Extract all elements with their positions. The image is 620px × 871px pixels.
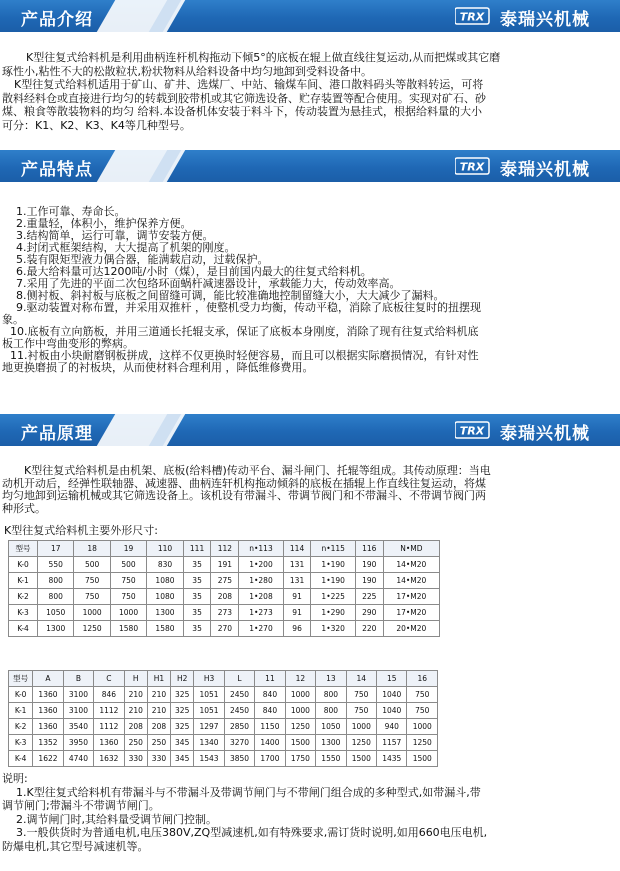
svg-text:TRX: TRX [459, 10, 485, 24]
section-banner-intro [0, 0, 620, 32]
table-cell: 1000 [110, 605, 146, 621]
table-cell: 750 [346, 687, 376, 703]
table-cell: 1050 [38, 605, 74, 621]
table-cell: 273 [211, 605, 239, 621]
table-cell: 190 [355, 557, 383, 573]
table-cell: 325 [171, 687, 194, 703]
table-cell: 250 [147, 735, 170, 751]
table-cell: 225 [355, 589, 383, 605]
table-cell: 1080 [147, 573, 183, 589]
company-name: 泰瑞兴机械 [500, 10, 590, 30]
table-cell: 750 [74, 589, 110, 605]
table-cell: 750 [407, 687, 438, 703]
table-header-cell: 18 [74, 541, 110, 557]
table-cell: 1360 [33, 703, 63, 719]
feature-item: 板工作中弯曲变形的弊病。 [2, 337, 134, 350]
table-cell: 1•225 [311, 589, 355, 605]
table-cell: 35 [183, 573, 211, 589]
table-cell: 208 [147, 719, 170, 735]
table-cell: 1300 [147, 605, 183, 621]
intro-line: 可分：K1、K2、K3、K4等几种型号。 [2, 118, 191, 132]
feature-item: 6.最大给料量可达1200吨/小时（煤），是目前国内最大的往复式给料机。 [16, 265, 372, 278]
table-header-cell: 13 [316, 671, 346, 687]
table-cell: 3270 [224, 735, 254, 751]
table-cell: 1157 [377, 735, 407, 751]
table-cell: 1080 [147, 589, 183, 605]
table-row [9, 605, 440, 621]
principle-line: K型往复式给料机是由机架、底板(给料槽)传动平台、漏斗闸门、托辊等组成。其传动原理：当电 [24, 464, 491, 477]
table-cell: 500 [74, 557, 110, 573]
svg-text:TRX: TRX [459, 160, 485, 174]
table-cell: 750 [346, 703, 376, 719]
table-row [9, 621, 440, 637]
table-cell: 1435 [377, 751, 407, 767]
table-header-cell: H1 [147, 671, 170, 687]
table-cell: 550 [38, 557, 74, 573]
table-cell: 1051 [194, 703, 224, 719]
table-cell: 800 [38, 589, 74, 605]
table-cell: 2450 [224, 703, 254, 719]
table-cell: 1550 [316, 751, 346, 767]
table-cell: K-2 [9, 589, 38, 605]
table-cell: 131 [283, 557, 311, 573]
intro-line: 煤、粮食等散装物料的均匀 给料.本设备机体安装于料斗下，传动装置为悬挂式，根据给料量的大小 [2, 105, 482, 118]
svg-text:TRX: TRX [459, 424, 485, 438]
table-row [9, 557, 440, 573]
company-logo-icon [455, 6, 491, 26]
feature-item: 8.侧衬板、斜衬板与底板之间留缝可调，能比较准确地控制留缝大小，大大减少了漏料。 [16, 289, 445, 302]
table-header-cell: n•113 [239, 541, 283, 557]
table-cell: 1000 [285, 703, 315, 719]
table-cell: 210 [124, 703, 147, 719]
table-cell: 1112 [94, 719, 124, 735]
table-cell: 14•M20 [383, 573, 439, 589]
feature-item: 1.工作可靠、寿命长。 [16, 205, 126, 218]
principle-paragraph [2, 465, 618, 515]
table-cell: 131 [283, 573, 311, 589]
table-header-cell: 19 [110, 541, 146, 557]
table-cell: 1340 [194, 735, 224, 751]
company-name: 泰瑞兴机械 [500, 160, 590, 180]
table-cell: K-3 [9, 735, 33, 751]
table-cell: 2450 [224, 687, 254, 703]
notes-line: 3.一般供货时为普通电机,电压380V,ZQ型减速机,如有特殊要求,需订货时说明,如用660电压电机, [16, 826, 488, 839]
notes-line: 1.K型往复式给料机有带漏斗与不带漏斗及带调节闸门与不带闸门组合成的多种型式,如带漏斗,带 [16, 785, 481, 799]
table-header-cell: 12 [285, 671, 315, 687]
notes-heading: 说明: [2, 772, 28, 785]
table-header-cell: 16 [407, 671, 438, 687]
table-cell: 500 [110, 557, 146, 573]
table-cell: 1000 [346, 719, 376, 735]
table-cell: 1700 [255, 751, 285, 767]
intro-paragraph [2, 51, 618, 132]
principle-line: 均匀地卸到运输机械或其它筛选设备上。该机设有带漏斗、带调节阀门和不带漏斗、不带调节阀门两 [2, 489, 486, 502]
features-list [2, 206, 618, 374]
table-cell: 1400 [255, 735, 285, 751]
table-cell: 1622 [33, 751, 63, 767]
intro-line: K型往复式给料机适用于矿山、矿井、选煤厂、中站、输煤车间、港口散料码头等散料转运，可将 [14, 78, 484, 91]
table-cell: 940 [377, 719, 407, 735]
table-cell: 1500 [407, 751, 438, 767]
table-cell: 1250 [285, 719, 315, 735]
table-header-cell: 型号 [9, 671, 33, 687]
table-row [9, 703, 438, 719]
table-header-cell: B [63, 671, 93, 687]
table-cell: 35 [183, 621, 211, 637]
table-cell: K-2 [9, 719, 33, 735]
table-cell: 1580 [147, 621, 183, 637]
company-logo-icon [455, 420, 491, 440]
table-cell: 91 [283, 589, 311, 605]
section-banner-features [0, 150, 620, 182]
table-cell: 840 [255, 703, 285, 719]
table-cell: 1•320 [311, 621, 355, 637]
notes-line: 调节闸门;带漏斗不带调节闸门。 [2, 799, 160, 812]
feature-item: 5.装有限矩型液力偶合器，能满载启动，过载保护。 [16, 253, 269, 266]
dimension-table-1 [8, 540, 440, 637]
table-cell: 3850 [224, 751, 254, 767]
intro-line: K型往复式给料机是利用曲柄连杆机构拖动下倾5°的底板在辊上做直线往复运动,从而把煤或其它磨 [26, 51, 501, 64]
table-header-cell: 15 [377, 671, 407, 687]
notes-line: 2.调节闸门时,其给料量受调节闸门控制。 [16, 812, 217, 826]
table-cell: 1250 [74, 621, 110, 637]
table-row [9, 751, 438, 767]
table-cell: K-0 [9, 687, 33, 703]
section-banner-principle [0, 414, 620, 446]
table-cell: 1543 [194, 751, 224, 767]
table-cell: 750 [110, 589, 146, 605]
table-caption: K型往复式给料机主要外形尺寸: [4, 524, 158, 537]
table-header-cell: 14 [346, 671, 376, 687]
table-cell: 4740 [63, 751, 93, 767]
table-header-cell: 112 [211, 541, 239, 557]
table-cell: 20•M20 [383, 621, 439, 637]
table-cell: 1040 [377, 687, 407, 703]
table-cell: K-3 [9, 605, 38, 621]
table-cell: 1•270 [239, 621, 283, 637]
table-cell: 750 [74, 573, 110, 589]
table-cell: 14•M20 [383, 557, 439, 573]
intro-line: 琢性小,粘性不大的松散粒状,粉状物料从给料设备中均匀地卸到受料设备中。 [2, 64, 372, 78]
feature-item: 4.封闭式框架结构，大大提高了机架的刚度。 [16, 241, 236, 254]
table-row [9, 687, 438, 703]
table-header-cell: H2 [171, 671, 194, 687]
table-cell: 750 [407, 703, 438, 719]
table-cell: K-4 [9, 751, 33, 767]
table-cell: 830 [147, 557, 183, 573]
feature-item: 7.采用了先进的平面二次包络环面蜗杆减速器设计，承载能力大，传动效率高。 [16, 277, 401, 290]
table-cell: 1112 [94, 703, 124, 719]
table-cell: 1000 [407, 719, 438, 735]
table-cell: 96 [283, 621, 311, 637]
table-cell: 840 [255, 687, 285, 703]
table-header-cell: N•MD [383, 541, 439, 557]
section-title-features: 产品特点 [21, 160, 93, 180]
table-cell: 17•M20 [383, 605, 439, 621]
company-logo-icon [455, 156, 491, 176]
table-cell: 1360 [33, 687, 63, 703]
table-cell: 1750 [285, 751, 315, 767]
table-row [9, 589, 440, 605]
table-cell: 800 [38, 573, 74, 589]
table-header-cell: 型号 [9, 541, 38, 557]
table-cell: 1051 [194, 687, 224, 703]
table-cell: 270 [211, 621, 239, 637]
table-row [9, 719, 438, 735]
table-cell: 1040 [377, 703, 407, 719]
principle-line: 动机开动后，经弹性联轴器、减速器、曲柄连轩机构拖动倾斜的底板在插辊上作直线往复运动，将煤 [2, 476, 486, 490]
table-row [9, 735, 438, 751]
feature-item: 11.衬板由小块耐磨钢板拼成，这样不仅更换时轻便容易，而且可以根据实际磨损情况，有针对性 [10, 349, 479, 362]
feature-item: 3.结构简单，运行可靠，调节安装方便。 [16, 229, 214, 242]
table-cell: 17•M20 [383, 589, 439, 605]
table-cell: 345 [171, 735, 194, 751]
table-cell: 1•273 [239, 605, 283, 621]
table-cell: 208 [124, 719, 147, 735]
table-cell: 1250 [346, 735, 376, 751]
table-row [9, 573, 440, 589]
table-cell: 3950 [63, 735, 93, 751]
table-header-cell: 11 [255, 671, 285, 687]
notes-line: 防爆电机,其它型号减速机等。 [2, 839, 149, 853]
table-cell: 35 [183, 557, 211, 573]
feature-item: 9.驱动装置对称布置，并采用双推杆 ，使整机受力均衡，传动平稳，消除了底板往复时的扭摆现 [16, 301, 481, 314]
table-cell: 1000 [74, 605, 110, 621]
table-cell: K-0 [9, 557, 38, 573]
table-cell: 325 [171, 703, 194, 719]
table-cell: 1580 [110, 621, 146, 637]
table-cell: 210 [147, 703, 170, 719]
table-header-cell: H3 [194, 671, 224, 687]
table-header-cell: A [33, 671, 63, 687]
table-cell: K-1 [9, 703, 33, 719]
table-cell: 3100 [63, 703, 93, 719]
table-cell: 210 [147, 687, 170, 703]
table-cell: 1•190 [311, 557, 355, 573]
feature-item: 10.底板有立向筋板，并用三道通长托辊支承，保证了底板本身刚度，消除了现有往复式给料机底 [10, 325, 479, 338]
table-cell: 1352 [33, 735, 63, 751]
table-cell: 1•290 [311, 605, 355, 621]
table-cell: 345 [171, 751, 194, 767]
table-cell: 1150 [255, 719, 285, 735]
table-cell: 1360 [33, 719, 63, 735]
principle-line: 种形式。 [2, 501, 46, 515]
table-header-row [9, 671, 438, 687]
table-cell: 3540 [63, 719, 93, 735]
table-header-cell: 114 [283, 541, 311, 557]
table-cell: 1360 [94, 735, 124, 751]
section-title-intro: 产品介绍 [21, 10, 93, 30]
table-cell: 1050 [316, 719, 346, 735]
table-cell: 3100 [63, 687, 93, 703]
feature-item: 象。 [2, 313, 24, 326]
table-header-cell: H [124, 671, 147, 687]
table-cell: 275 [211, 573, 239, 589]
table-cell: 1632 [94, 751, 124, 767]
table-cell: 35 [183, 605, 211, 621]
table-cell: 91 [283, 605, 311, 621]
table-cell: 1500 [285, 735, 315, 751]
table-cell: 1250 [407, 735, 438, 751]
table-cell: 1500 [346, 751, 376, 767]
table-header-cell: 110 [147, 541, 183, 557]
table-cell: 750 [110, 573, 146, 589]
notes-block [2, 772, 618, 853]
table-cell: 210 [124, 687, 147, 703]
table-cell: 325 [171, 719, 194, 735]
table-header-cell: C [94, 671, 124, 687]
table-cell: 1•280 [239, 573, 283, 589]
table-cell: 1•190 [311, 573, 355, 589]
table-cell: 208 [211, 589, 239, 605]
table-header-cell: 116 [355, 541, 383, 557]
table-cell: 800 [316, 703, 346, 719]
table-cell: K-4 [9, 621, 38, 637]
table-cell: 1297 [194, 719, 224, 735]
table-cell: 290 [355, 605, 383, 621]
table-cell: 2850 [224, 719, 254, 735]
table-header-cell: L [224, 671, 254, 687]
table-header-cell: n•115 [311, 541, 355, 557]
table-header-cell: 111 [183, 541, 211, 557]
section-title-principle: 产品原理 [21, 424, 93, 444]
feature-item: 2.重量轻，体积小，维护保养方便。 [16, 217, 192, 230]
table-cell: 330 [124, 751, 147, 767]
table-header-row [9, 541, 440, 557]
table-cell: K-1 [9, 573, 38, 589]
table-cell: 35 [183, 589, 211, 605]
table-cell: 250 [124, 735, 147, 751]
company-name: 泰瑞兴机械 [500, 424, 590, 444]
table-cell: 190 [355, 573, 383, 589]
feature-item: 地更换磨损了的衬板块，从而使材料合理利用 ，降低维修费用。 [2, 361, 314, 374]
table-cell: 846 [94, 687, 124, 703]
table-cell: 1300 [316, 735, 346, 751]
table-header-cell: 17 [38, 541, 74, 557]
table-cell: 1•200 [239, 557, 283, 573]
table-cell: 1•208 [239, 589, 283, 605]
intro-line: 散料经料仓或直接进行均匀的转载到胶带机或其它筛选设备、贮存装置等配合使用。实现对矿石、砂 [2, 91, 486, 105]
dimension-table-2 [8, 670, 438, 767]
table-cell: 1300 [38, 621, 74, 637]
table-cell: 220 [355, 621, 383, 637]
table-cell: 800 [316, 687, 346, 703]
table-cell: 1000 [285, 687, 315, 703]
table-cell: 330 [147, 751, 170, 767]
table-cell: 191 [211, 557, 239, 573]
